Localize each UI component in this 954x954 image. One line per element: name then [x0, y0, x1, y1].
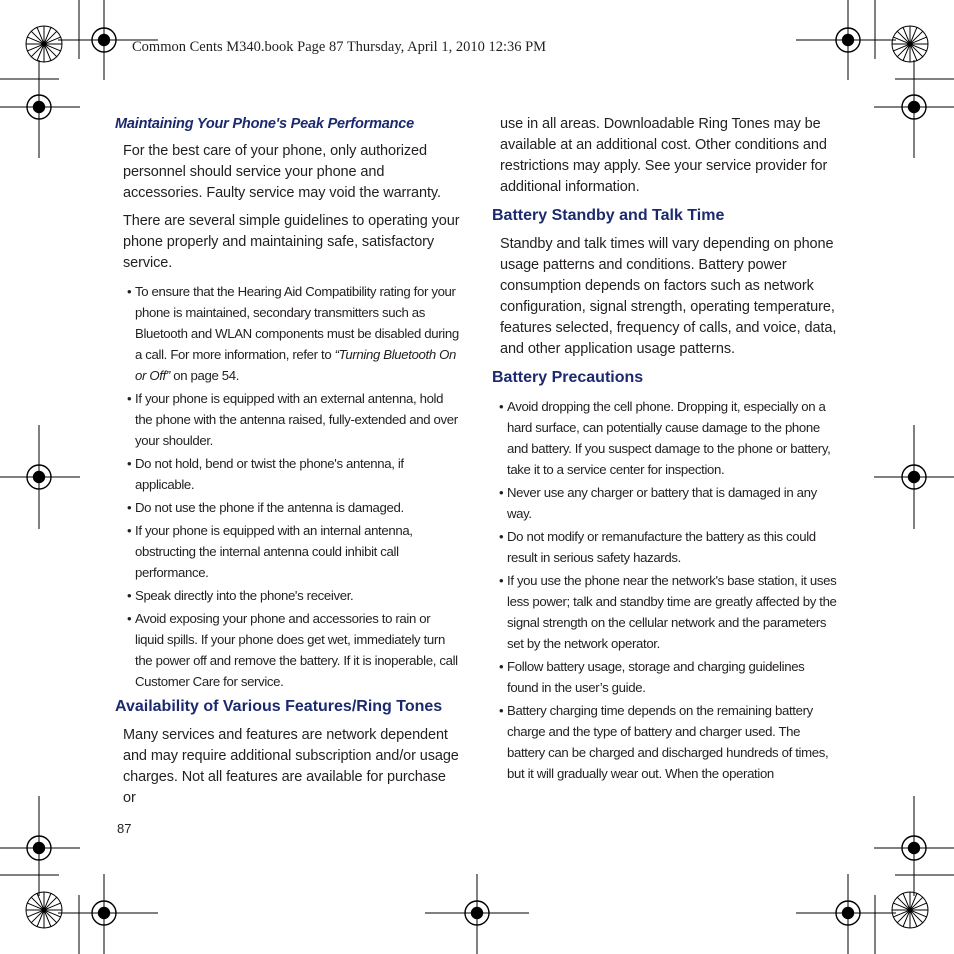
heading-peak-performance: Maintaining Your Phone's Peak Performance [115, 116, 415, 132]
list-item: • Do not use the phone if the antenna is damaged. [127, 497, 460, 518]
starburst-mark [26, 892, 62, 928]
guidelines-list [115, 281, 460, 692]
paragraph-authorized-service: For the best care of your phone, only authorized personnel should service your phone and accessories. Faulty service may void the warranty. [123, 143, 441, 201]
bullet-icon: • [499, 659, 504, 674]
bullet-icon: • [499, 399, 504, 414]
list-item: • To ensure that the Hearing Aid Compatibility rating for your phone is maintained, secondary transmitters such as Bluetooth and WLAN components must be disabled during a call. For more information, refer to “Turning Bluetooth On or Off” on page 54. [127, 281, 460, 386]
running-head: Common Cents M340.book Page 87 Thursday, April 1, 2010 12:36 PM [132, 39, 547, 55]
list-item: • Battery charging time depends on the remaining battery charge and the type of battery and charger used. The battery can be charged and discharged hundreds of times, but it will gradually wear out. When the operation [499, 700, 837, 784]
starburst-mark [892, 26, 928, 62]
list-item: • If your phone is equipped with an internal antenna, obstructing the internal antenna could inhibit call performance. [127, 520, 460, 583]
heading-standby-talk-time: Battery Standby and Talk Time [492, 207, 725, 224]
list-item: • Never use any charger or battery that is damaged in any way. [499, 482, 837, 524]
left-column [115, 114, 460, 816]
list-item: • If your phone is equipped with an external antenna, hold the phone with the antenna raised, fully-extended and over your shoulder. [127, 388, 460, 451]
starburst-mark [892, 892, 928, 928]
starburst-mark [26, 26, 62, 62]
bullet-icon: • [127, 500, 132, 515]
bullet-icon: • [499, 703, 504, 718]
list-item: • Speak directly into the phone's receiver. [127, 585, 460, 606]
heading-battery-precautions: Battery Precautions [492, 369, 644, 386]
list-item: • Avoid exposing your phone and accessories to rain or liquid spills. If your phone does get wet, immediately turn the power off and remove the battery. If it is inoperable, call Customer Care for service. [127, 608, 460, 692]
paragraph-standby-times: Standby and talk times will vary depending on phone usage patterns and conditions. Battery power consumption depends on factors such as network configuration, signal strength, operating temperature, features selected, frequency of calls, and voice, data, and other application usage patterns. [500, 236, 837, 357]
paragraph-simple-guidelines: There are several simple guidelines to operating your phone properly and maintaining safe, satisfactory service. [123, 213, 460, 271]
right-column [492, 114, 837, 788]
cross-reference-link[interactable]: “Turning Bluetooth On or Off” [135, 347, 457, 383]
bullet-icon: • [499, 529, 504, 544]
paragraph-continued: use in all areas. Downloadable Ring Tones may be available at an additional cost. Other conditions and restrictions may apply. See your service provider for additional information. [500, 116, 828, 195]
bullet-icon: • [499, 573, 504, 588]
heading-availability: Availability of Various Features/Ring Tones [115, 698, 443, 715]
paragraph-network-dependent: Many services and features are network dependent and may require additional subscription and/or usage charges. Not all features are available for purchase or [123, 727, 459, 806]
bullet-icon: • [127, 611, 132, 626]
bullet-icon: • [127, 456, 132, 471]
list-item: • Follow battery usage, storage and charging guidelines found in the user’s guide. [499, 656, 837, 698]
list-item: • If you use the phone near the network's base station, it uses less power; talk and standby time are greatly affected by the signal strength on the cellular network and the parameters set by the network operator. [499, 570, 837, 654]
list-item: • Do not modify or remanufacture the battery as this could result in serious safety hazards. [499, 526, 837, 568]
bullet-icon: • [127, 523, 132, 538]
bullet-icon: • [127, 391, 132, 406]
list-item: • Avoid dropping the cell phone. Dropping it, especially on a hard surface, can potentially cause damage to the phone and battery. If you suspect damage to the phone or battery, take it to a service center for inspection. [499, 396, 837, 480]
page-number: 87 [117, 821, 132, 836]
list-item: • Do not hold, bend or twist the phone's antenna, if applicable. [127, 453, 460, 495]
bullet-icon: • [127, 284, 132, 299]
bullet-icon: • [127, 588, 132, 603]
bullet-icon: • [499, 485, 504, 500]
precautions-list [492, 396, 837, 784]
